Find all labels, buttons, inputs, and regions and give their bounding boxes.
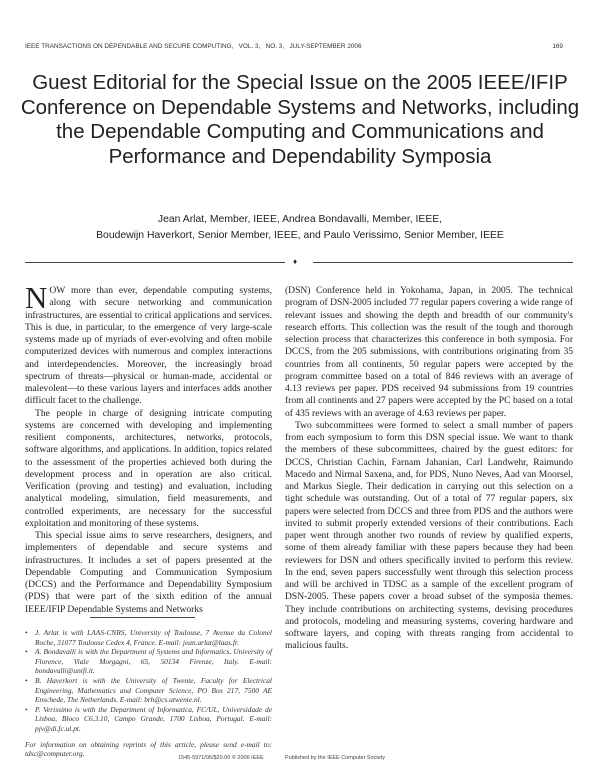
- footnote-affiliation: • J. Arlat is with LAAS-CNRS, University of Toulouse, 7 Avenue du Colonel Roche, 31077 Toulouse Cedex 4, France. E-mail: jean.arlat@laas.fr.: [25, 628, 272, 647]
- right-column: [285, 285, 573, 653]
- journal-name: IEEE TRANSACTIONS ON DEPENDABLE AND SECURE COMPUTING, VOL. 3, NO. 3, JULY-SEPTEMBER 2006: [25, 43, 362, 50]
- diamond-icon: ♦: [293, 257, 298, 266]
- author-list: [20, 212, 580, 244]
- footnote-affiliation: • P. Verissimo is with the Department of Informatica, FC/UL, Universidade de Lisboa, Bloco C6.3.10, Campo Grande, 1700 Lisboa, Portugal. E-mail: pjv@di.fc.ul.pt.: [25, 705, 272, 734]
- paragraph: (DSN) Conference held in Yokohama, Japan, in 2005. The technical program of DSN-2005 included 77 regular papers covering a wide range of relevant issues and showing the depth and breadth of our community's research efforts. This collection was the result of the tough and thorough selection process that characterizes this conference in both symposia. For DCCS, from the 205 submissions, with contributions originating from 35 countries from all continents, 50 regular papers were accepted by the program committee based on a total of 846 reviews with an average of 4.13 reviews per paper. PDS received 94 submissions from 19 countries from all continents and 27 papers were accepted by the PC based on a total of 435 reviews with an average of 4.63 reviews per paper.: [285, 285, 573, 419]
- copyright-line: 1545-5971/06/$20.00 © 2006 IEEE: [178, 755, 264, 761]
- footnote-rule: [90, 617, 195, 618]
- footnotes: [25, 628, 272, 759]
- reprint-info: For information on obtaining reprints of this article, please send e-mail to: tdsc@computer.org.: [25, 739, 272, 759]
- paragraph: Two subcommittees were formed to select a small number of papers from each symposium to form this DSN special issue. We want to thank the members of these subcommittees, chaired by the guest editors: for DCCS, Christian Cachin, Farnam Jahanian, Carl Landwehr, Raimundo Macedo and Nirmal Saxena, and, for PDS, Nuno Neves, Aad van Moorsel, and Markus Siegle. Their dedication in carrying out this selection on a tight schedule was outstanding. Out of a total of 77 regular papers, six papers were selected from DCCS and three from PDS and the authors were invited to submit properly extended versions of their contributions. Each paper went through another two rounds of review by qualified experts, some of them already familiar with these papers because they had been reviewers for DSN and others specifically invited to perform this review. In the end, seven papers successfully went through this selection process and will be archived in TDSC as a sample of the excellent program of DSN-2005. These papers cover a broad subset of the symposia themes. They include contributions on architecting systems, devising procedures and protocols, modeling and measuring systems, covering hardware and software layers, and coping with threats ranging from accidental to malicious faults.: [285, 419, 573, 652]
- article-title: Guest Editorial for the Special Issue on the 2005 IEEE/IFIP Conference on Dependable Systems and Networks, including the Dependable Computing and Communications and Performance and Dependability Symposia: [20, 71, 580, 168]
- paragraph: The people in charge of designing intricate computing systems are concerned with developing and implementing resilient components, architectures, networks, protocols, software algorithms, and applications. In addition, topics related to the assessment of the properties achieved both during the development process and in operation are also critical. Verification (proving and testing) and evaluation, including analytical modeling, simulation, field measurements, and controlled experiments, are necessary for the successful exploitation and monitoring of these systems.: [25, 407, 272, 529]
- running-head: [25, 43, 573, 50]
- page-number: 169: [552, 43, 563, 50]
- author-line-2: Boudewijn Haverkort, Senior Member, IEEE, and Paulo Verissimo, Senior Member, IEEE: [96, 230, 504, 241]
- drop-cap: N: [25, 280, 48, 315]
- left-column: [25, 280, 272, 616]
- divider-line-right: [313, 262, 573, 263]
- footnote-affiliation: • B. Haverkort is with the University of Twente, Faculty for Electrical Engineering, Mathematics and Computer Science, PO Box 217, 7500 AE Enschede, The Netherlands. E-mail: brh@cs.utwente.nl.: [25, 676, 272, 705]
- publisher-line: Published by the IEEE Computer Society: [285, 755, 385, 761]
- divider-line-left: [25, 262, 285, 263]
- paragraph-text: OW more than ever, dependable computing systems, along with secure networking and communication infrastructures, are essential to critical applications and services. This is due, in particular, to the emergence of very large-scale systems made up of myriads of ever-evolving and often mobile computerized devices with numerous and complex interactions and interdependencies. Moreover, the increasingly broad spectrum of threats—physical or human-made, accidental or malevolent—to these various layers and interfaces adds another difficult facet to the challenge.: [25, 285, 272, 407]
- paragraph: [25, 280, 272, 408]
- footnote-affiliation: • A. Bondavalli is with the Department of Systems and Informatics, University of Florence, Viale Morgagni, 65, 50134 Firenze, Italy. E-mail: bondavalli@unifi.it.: [25, 647, 272, 676]
- author-line-1: Jean Arlat, Member, IEEE, Andrea Bondavalli, Member, IEEE,: [157, 214, 443, 225]
- title-divider: [25, 257, 573, 266]
- paragraph: This special issue aims to serve researchers, designers, and implementers of dependable and secure systems and infrastructures. It includes a set of papers presented at the Dependable Computing and Communication Symposium (DCCS) and the Performance and Dependability Symposium (PDS) that were part of the sixth edition of the annual IEEE/IFIP Dependable Systems and Networks: [25, 530, 272, 615]
